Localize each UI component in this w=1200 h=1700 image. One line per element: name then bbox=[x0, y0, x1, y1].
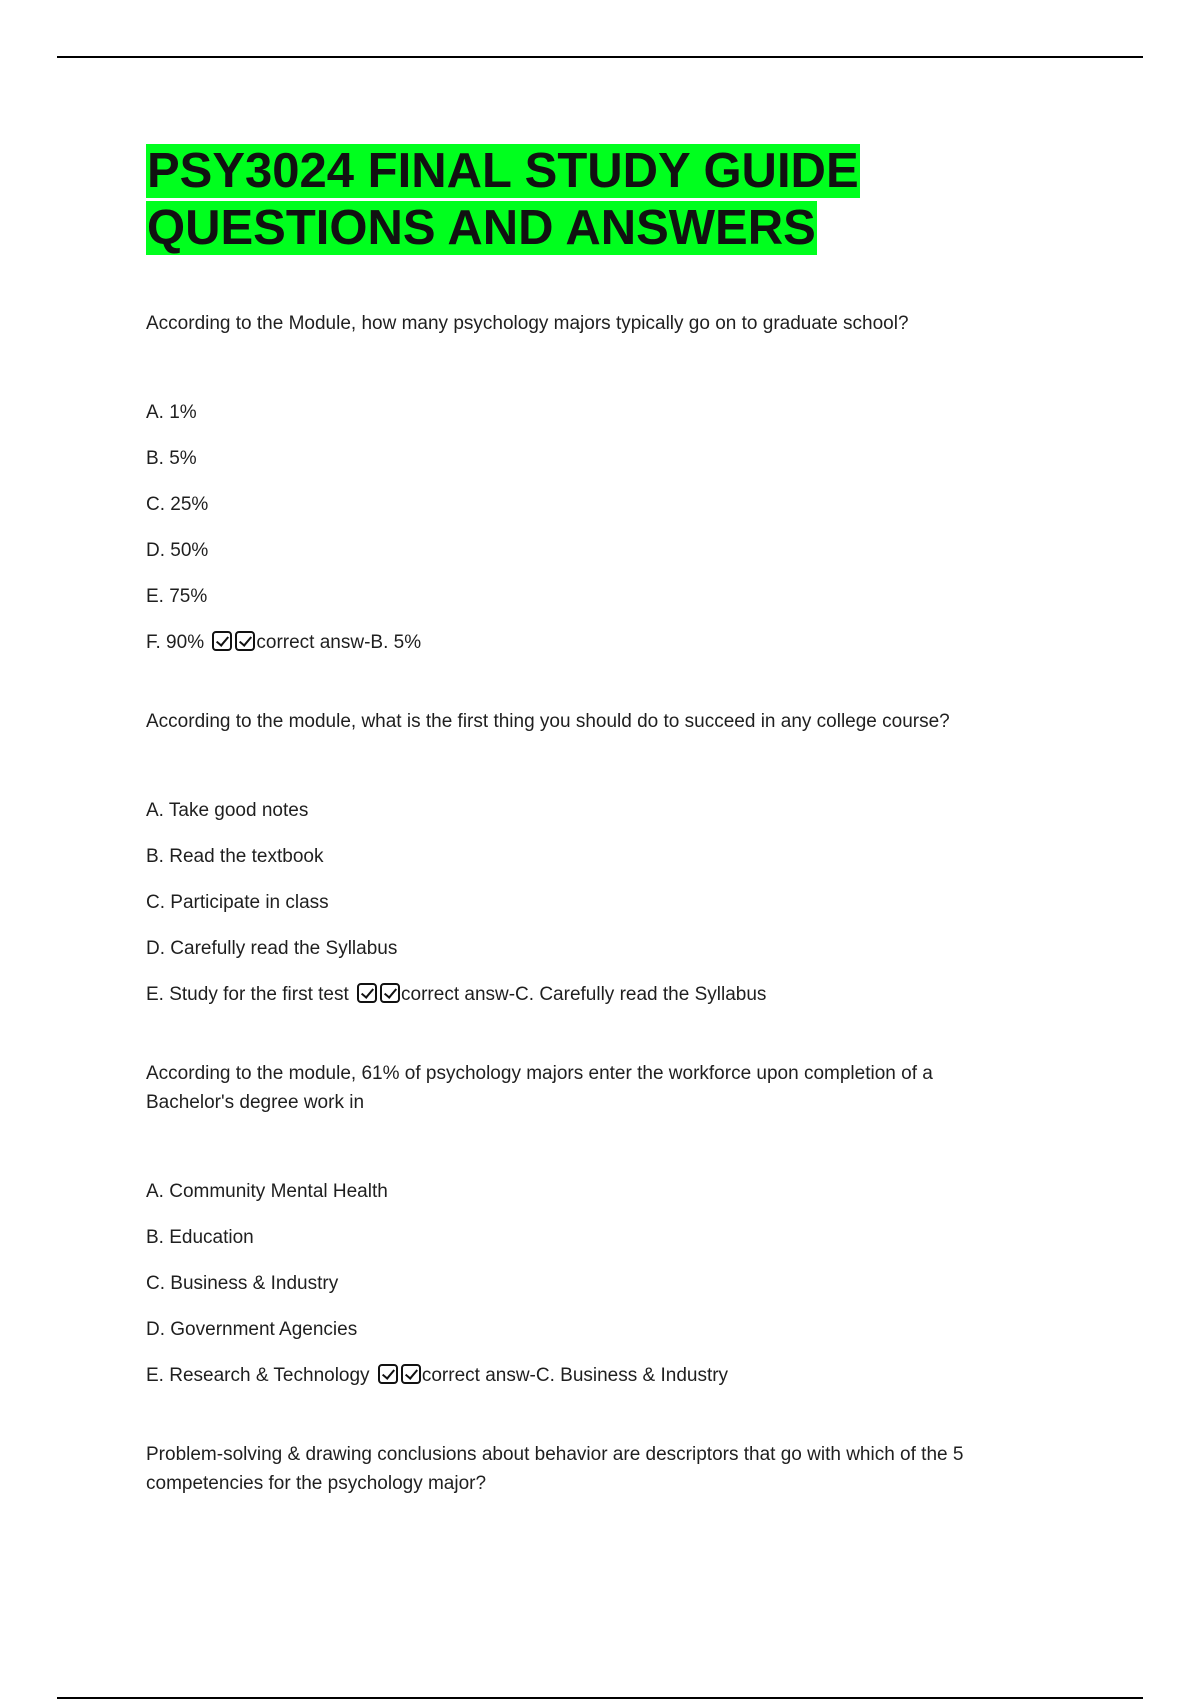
option-b: B. Education bbox=[146, 1227, 254, 1248]
title-line-1: PSY3024 FINAL STUDY GUIDE bbox=[147, 144, 859, 198]
option-e: E. 75% bbox=[146, 586, 208, 607]
question-block-4 bbox=[146, 1440, 1046, 1498]
correct-answer: correct answ-C. Carefully read the Syllabus bbox=[401, 984, 767, 1005]
correct-answer: correct answ-C. Business & Industry bbox=[421, 1365, 729, 1386]
option-a: A. Community Mental Health bbox=[146, 1181, 388, 1202]
option-f-with-answer bbox=[146, 629, 1046, 657]
checkbox-check-icon bbox=[401, 1364, 421, 1384]
option-e: E. Study for the first test bbox=[146, 984, 349, 1005]
checkbox-check-icon bbox=[212, 631, 232, 651]
checkbox-check-icon bbox=[357, 983, 377, 1003]
question-text: Problem-solving & drawing conclusions about behavior are descriptors that go with which of the 5 competencies for the psychology major? bbox=[146, 1444, 964, 1494]
option-b: B. 5% bbox=[146, 448, 197, 469]
document-body bbox=[146, 143, 1046, 1498]
option-c: C. Business & Industry bbox=[146, 1273, 339, 1294]
option-e-with-answer bbox=[146, 981, 1046, 1009]
option-e-with-answer bbox=[146, 1362, 1046, 1390]
correct-answer: correct answ-B. 5% bbox=[256, 632, 422, 653]
bottom-rule bbox=[57, 1697, 1143, 1699]
question-text: According to the module, 61% of psychology majors enter the workforce upon completion of a Bachelor's degree work in bbox=[146, 1063, 933, 1113]
option-c: C. Participate in class bbox=[146, 892, 329, 913]
question-text: According to the module, what is the first thing you should do to succeed in any college course? bbox=[146, 711, 950, 732]
option-d: D. 50% bbox=[146, 540, 209, 561]
option-e: E. Research & Technology bbox=[146, 1365, 370, 1386]
checkbox-check-icon bbox=[235, 631, 255, 651]
document-title bbox=[146, 143, 1046, 257]
option-f: F. 90% bbox=[146, 632, 205, 653]
option-b: B. Read the textbook bbox=[146, 846, 324, 867]
question-text: According to the Module, how many psychology majors typically go on to graduate school? bbox=[146, 313, 909, 334]
option-list bbox=[146, 1178, 1046, 1390]
option-c: C. 25% bbox=[146, 494, 209, 515]
question-block-3 bbox=[146, 1059, 1046, 1390]
question-block-2 bbox=[146, 707, 1046, 1009]
option-list bbox=[146, 399, 1046, 657]
question-block-1 bbox=[146, 309, 1046, 657]
option-a: A. Take good notes bbox=[146, 800, 309, 821]
option-d: D. Government Agencies bbox=[146, 1319, 358, 1340]
checkbox-check-icon bbox=[378, 1364, 398, 1384]
option-d: D. Carefully read the Syllabus bbox=[146, 938, 398, 959]
option-list bbox=[146, 797, 1046, 1009]
checkbox-check-icon bbox=[380, 983, 400, 1003]
option-a: A. 1% bbox=[146, 402, 197, 423]
title-line-2: QUESTIONS AND ANSWERS bbox=[147, 201, 816, 255]
top-rule bbox=[57, 56, 1143, 58]
